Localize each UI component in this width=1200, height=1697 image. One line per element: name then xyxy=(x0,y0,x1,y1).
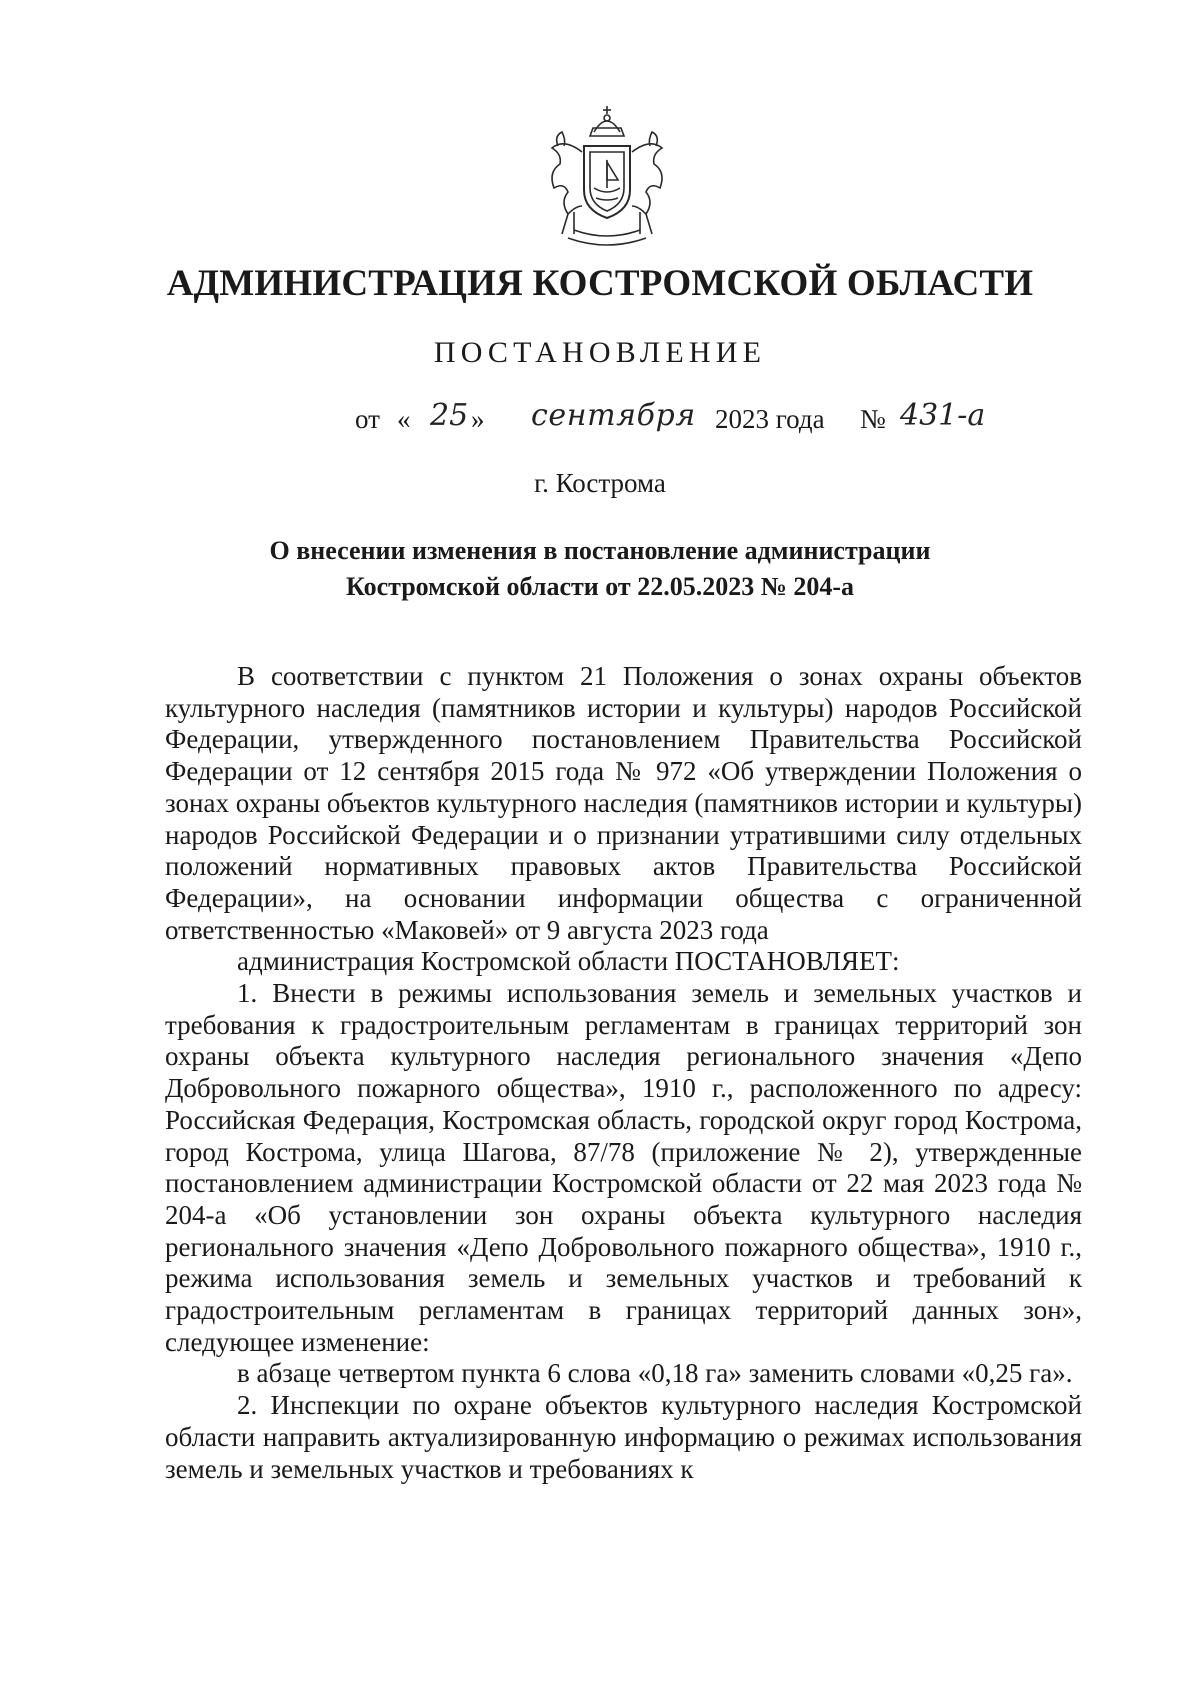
paragraph-preamble: В соответствии с пунктом 21 Положения о зонах охраны объектов культурного наследия (памятников истории и культуры) народов Российской Федерации, утвержденного постановлением Правительства Российской Федерации от 12 сентября 2015 года № 972 «Об утверждении Положения о зонах охраны объектов культурного наследия (памятников истории и культуры) народов Российской Федерации и о признании утратившими силу отдельных положений нормативных правовых актов Правительства Российской Федерации», на основании информации общества с ограниченной ответственностью «Маковей» от 9 августа 2023 года xyxy=(165,661,1082,945)
paragraph-item-1: 1. Внести в режимы использования земель и земельных участков и требования к градостроительным регламентам в границах территорий зон охраны объекта культурного наследия регионального значения «Депо Добровольного пожарного общества», 1910 г., расположенного по адресу: Российская Федерация, Костромская область, городской округ город Кострома, город Кострома, улица Шагова, 87/78 (приложение № 2), утвержденные постановлением администрации Костромской области от 22 мая 2023 года № 204-а «Об установлении зон охраны объекта культурного наследия регионального значения «Депо Добровольного пожарного общества», 1910 г., режима использования земель и земельных участков и требований к градостроительным регламентам в границах территорий данных зон», следующее изменение: xyxy=(165,978,1082,1357)
paragraph-resolves: администрация Костромской области ПОСТАНОВЛЯЕТ: xyxy=(237,946,900,977)
organization-title: АДМИНИСТРАЦИЯ КОСТРОМСКОЙ ОБЛАСТИ xyxy=(166,263,1034,304)
city: г. Кострома xyxy=(534,468,666,498)
document-type: ПОСТАНОВЛЕНИЕ xyxy=(433,336,767,369)
document-number-handwritten: 431-а xyxy=(900,398,986,433)
subject-line-1: О внесении изменения в постановление администрации xyxy=(269,536,931,565)
date-prefix: от xyxy=(355,404,380,434)
date-open-quote: « xyxy=(397,404,411,434)
paragraph-item-1-change: в абзаце четвертом пункта 6 слова «0,18 га» заменить словами «0,25 га». xyxy=(237,1358,1073,1389)
document-body xyxy=(165,661,1082,1485)
date-day-handwritten: 25 xyxy=(430,398,469,433)
coat-of-arms-icon xyxy=(538,102,676,254)
subject-line-2: Костромской области от 22.05.2023 № 204-а xyxy=(346,572,854,601)
date-month-handwritten: сентября xyxy=(531,398,696,433)
number-sign: № xyxy=(860,404,886,434)
document-subject xyxy=(0,533,1200,605)
paragraph-item-2: 2. Инспекции по охране объектов культурного наследия Костромской области направить актуализированную информацию о режимах использования земель и земельных участков и требованиях к xyxy=(165,1390,1082,1484)
date-close-quote: » xyxy=(471,404,485,434)
date-year: 2023 года xyxy=(715,404,825,434)
